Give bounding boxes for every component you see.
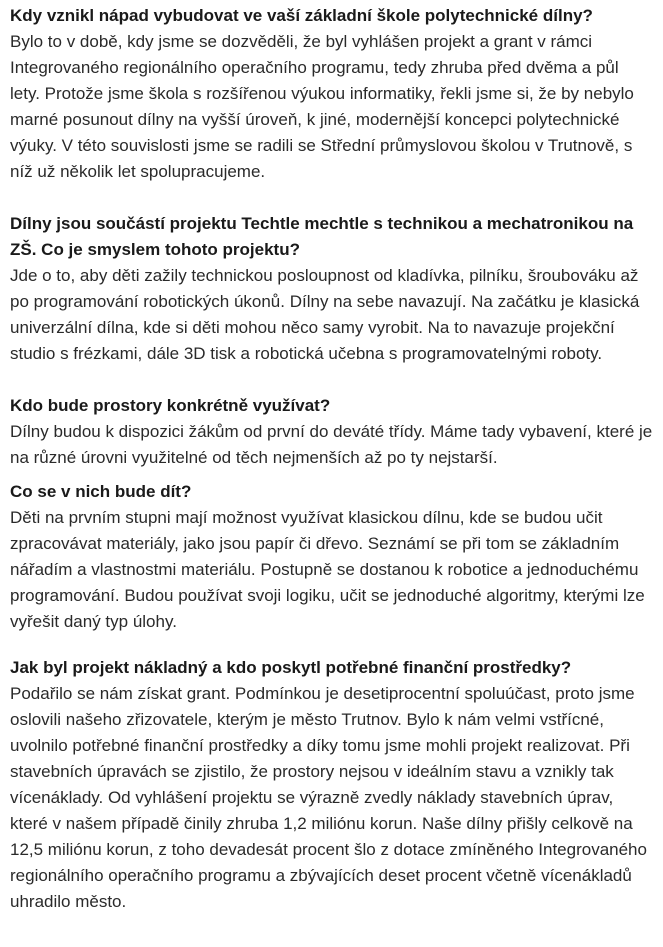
answer-paragraph: Podařilo se nám získat grant. Podmínkou je desetiprocentní spoluúčast, proto jsme oslovili našeho zřizovatele, kterým je město Trutnov. Bylo k nám velmi vstřícné, uvolnilo potřebné finanční prostředky a díky tomu jsme mohli projekt realizovat. Při stavebních úpravách se zjistilo, že prostory nejsou v ideálním stavu a vznikly tak vícenáklady. Od vyhlášení projektu se výrazně zvedly náklady stavebních úprav, které v našem případě činily zhruba 1,2 miliónu korun. Naše dílny přišly celkově na 12,5 miliónu korun, z toho devadesát procent šlo z dotace zmíněného Integrovaného regionálního operačního programu a zbývajících deset procent včetně vícenákladů uhradilo město.	[10, 684, 647, 911]
qa-section-5	[10, 655, 653, 915]
answer-paragraph: Bylo to v době, kdy jsme se dozvěděli, že byl vyhlášen projekt a grant v rámci Integrovaného regionálního operačního programu, tedy zhruba před dvěma a půl lety. Protože jsme škola s rozšířenou výukou informatiky, řekli jsme si, že by nebylo marné posunout dílny na vyšší úroveň, k jiné, modernější koncepci polytechnické výuky. V této souvislosti jsme se radili se Střední průmyslovou školou v Trutnově, s níž už několik let spolupracujeme.	[10, 32, 634, 181]
answer-paragraph: Jde o to, aby děti zažily technickou posloupnost od kladívka, pilníku, šroubováku až po programování robotických úkonů. Dílny na sebe navazují. Na začátku je klasická univerzální dílna, kde si děti mohou něco samy vyrobit. Na to navazuje projekční studio s frézkami, dále 3D tisk a robotická učebna s programovatelnými roboty.	[10, 266, 640, 363]
answer-paragraph: Dílny budou k dispozici žákům od první do deváté třídy. Máme tady vybavení, které je na různé úrovni využitelné od těch nejmenších až po ty nejstarší.	[10, 422, 653, 467]
qa-section-3	[10, 393, 653, 471]
question-heading: Jak byl projekt nákladný a kdo poskytl potřebné finanční prostředky?	[10, 658, 572, 677]
qa-section-2	[10, 211, 653, 367]
question-heading: Co se v nich bude dít?	[10, 482, 192, 501]
qa-section-1	[10, 3, 653, 185]
qa-section-4	[10, 479, 653, 635]
question-heading: Kdo bude prostory konkrétně využívat?	[10, 396, 331, 415]
question-heading: Dílny jsou součástí projektu Techtle mechtle s technikou a mechatronikou na ZŠ. Co je smyslem tohoto projektu?	[10, 214, 634, 259]
question-heading: Kdy vznikl nápad vybudovat ve vaší základní škole polytechnické dílny?	[10, 6, 593, 25]
answer-paragraph: Děti na prvním stupni mají možnost využívat klasickou dílnu, kde se budou učit zpracovávat materiály, jako jsou papír či dřevo. Seznámí se při tom se základním nářadím a vlastnostmi materiálu. Postupně se dostanou k robotice a jednoduchému programování. Budou používat svoji logiku, učit se jednoduché algoritmy, kterými lze vyřešit daný typ úlohy.	[10, 508, 645, 631]
